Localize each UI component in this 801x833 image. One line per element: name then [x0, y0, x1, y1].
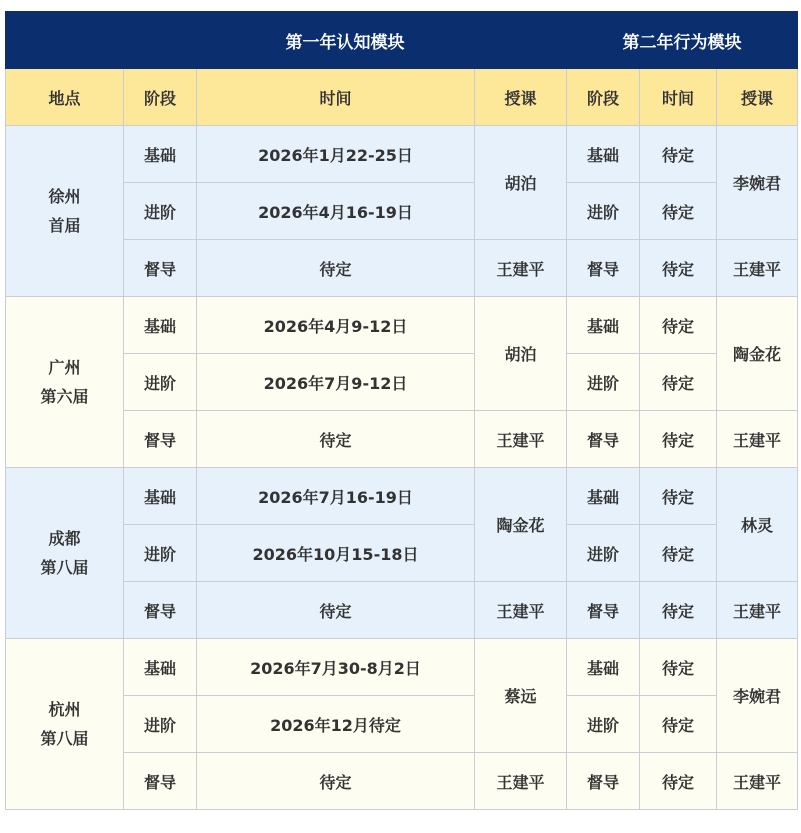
table-row — [6, 525, 798, 582]
stage2-cell: 督导 — [567, 240, 640, 297]
module1-header: 第一年认知模块 — [124, 12, 567, 69]
group-chengdu — [6, 468, 798, 639]
location-session: 第八届 — [40, 558, 89, 577]
stage2-cell: 基础 — [567, 126, 640, 183]
time2-cell: 待定 — [640, 183, 717, 240]
table-row — [6, 582, 798, 639]
location-city: 杭州 — [48, 700, 81, 719]
col-header-location: 地点 — [6, 69, 124, 126]
teacher1-cell: 蔡远 — [475, 639, 567, 753]
time2-cell: 待定 — [640, 582, 717, 639]
teacher2-cell: 王建平 — [717, 582, 798, 639]
time1-cell: 2026年4月9-12日 — [197, 297, 475, 354]
module-header-blank — [6, 12, 124, 69]
teacher1-cell: 王建平 — [475, 240, 567, 297]
col-header-teacher1: 授课 — [475, 69, 567, 126]
group-xuzhou — [6, 126, 798, 297]
time1-cell: 2026年7月9-12日 — [197, 354, 475, 411]
table-row — [6, 696, 798, 753]
col-header-stage1: 阶段 — [124, 69, 197, 126]
location-cell — [6, 639, 124, 810]
table-row — [6, 354, 798, 411]
stage1-cell: 基础 — [124, 297, 197, 354]
stage1-cell: 基础 — [124, 126, 197, 183]
time2-cell: 待定 — [640, 639, 717, 696]
time2-cell: 待定 — [640, 525, 717, 582]
time2-cell: 待定 — [640, 753, 717, 810]
stage2-cell: 基础 — [567, 297, 640, 354]
teacher2-cell: 李婉君 — [717, 126, 798, 240]
stage2-cell: 进阶 — [567, 354, 640, 411]
location-session: 首届 — [48, 216, 81, 235]
location-city: 成都 — [48, 529, 81, 548]
time2-cell: 待定 — [640, 354, 717, 411]
table-row — [6, 468, 798, 525]
teacher2-cell: 陶金花 — [717, 297, 798, 411]
stage2-cell: 督导 — [567, 753, 640, 810]
teacher1-cell: 王建平 — [475, 753, 567, 810]
col-header-stage2: 阶段 — [567, 69, 640, 126]
stage1-cell: 基础 — [124, 639, 197, 696]
stage1-cell: 进阶 — [124, 525, 197, 582]
col-header-time1: 时间 — [197, 69, 475, 126]
stage2-cell: 进阶 — [567, 525, 640, 582]
location-cell — [6, 297, 124, 468]
time2-cell: 待定 — [640, 411, 717, 468]
time1-cell: 待定 — [197, 240, 475, 297]
table-row — [6, 126, 798, 183]
teacher2-cell: 王建平 — [717, 753, 798, 810]
location-session: 第八届 — [40, 729, 89, 748]
stage1-cell: 督导 — [124, 753, 197, 810]
teacher1-cell: 胡泊 — [475, 297, 567, 411]
time1-cell: 待定 — [197, 753, 475, 810]
group-hangzhou — [6, 639, 798, 810]
time1-cell: 2026年12月待定 — [197, 696, 475, 753]
teacher1-cell: 王建平 — [475, 582, 567, 639]
stage1-cell: 督导 — [124, 411, 197, 468]
stage1-cell: 进阶 — [124, 696, 197, 753]
location-cell — [6, 126, 124, 297]
table-row — [6, 411, 798, 468]
time1-cell: 2026年7月16-19日 — [197, 468, 475, 525]
time2-cell: 待定 — [640, 297, 717, 354]
table-row — [6, 753, 798, 810]
stage1-cell: 督导 — [124, 582, 197, 639]
stage2-cell: 基础 — [567, 468, 640, 525]
module2-header: 第二年行为模块 — [567, 12, 798, 69]
location-session: 第六届 — [40, 387, 89, 406]
time1-cell: 待定 — [197, 582, 475, 639]
stage1-cell: 基础 — [124, 468, 197, 525]
col-header-time2: 时间 — [640, 69, 717, 126]
table-row — [6, 183, 798, 240]
table-row — [6, 297, 798, 354]
time1-cell: 2026年10月15-18日 — [197, 525, 475, 582]
location-cell — [6, 468, 124, 639]
column-header-row — [6, 69, 798, 126]
time1-cell: 2026年1月22-25日 — [197, 126, 475, 183]
teacher2-cell: 李婉君 — [717, 639, 798, 753]
module-header-row — [6, 12, 798, 69]
location-city: 徐州 — [48, 187, 81, 206]
stage1-cell: 进阶 — [124, 354, 197, 411]
time1-cell: 2026年4月16-19日 — [197, 183, 475, 240]
table-row — [6, 639, 798, 696]
time1-cell: 待定 — [197, 411, 475, 468]
time2-cell: 待定 — [640, 696, 717, 753]
stage2-cell: 督导 — [567, 582, 640, 639]
teacher1-cell: 胡泊 — [475, 126, 567, 240]
teacher1-cell: 王建平 — [475, 411, 567, 468]
stage1-cell: 进阶 — [124, 183, 197, 240]
time2-cell: 待定 — [640, 468, 717, 525]
teacher1-cell: 陶金花 — [475, 468, 567, 582]
training-schedule-table — [5, 11, 798, 810]
time1-cell: 2026年7月30-8月2日 — [197, 639, 475, 696]
time2-cell: 待定 — [640, 240, 717, 297]
teacher2-cell: 林灵 — [717, 468, 798, 582]
stage2-cell: 进阶 — [567, 696, 640, 753]
stage1-cell: 督导 — [124, 240, 197, 297]
location-city: 广州 — [48, 358, 81, 377]
col-header-teacher2: 授课 — [717, 69, 798, 126]
stage2-cell: 基础 — [567, 639, 640, 696]
group-guangzhou — [6, 297, 798, 468]
time2-cell: 待定 — [640, 126, 717, 183]
table-row — [6, 240, 798, 297]
teacher2-cell: 王建平 — [717, 411, 798, 468]
teacher2-cell: 王建平 — [717, 240, 798, 297]
stage2-cell: 督导 — [567, 411, 640, 468]
stage2-cell: 进阶 — [567, 183, 640, 240]
